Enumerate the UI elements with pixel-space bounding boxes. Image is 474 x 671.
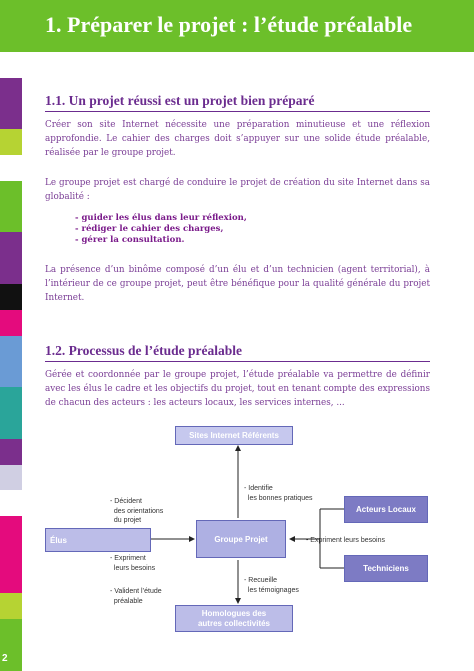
section-2-para-1: Gérée et coordonnée par le groupe projet, l’étude préalable va permettre de définir avec les élus le cadre et les objectifs du projet, tout en tenant compte des expressions de chacun des acteurs : les acteurs locaux, les services internes, ...: [45, 370, 430, 408]
label-identifie: - Identifie les bonnes pratiques: [244, 485, 313, 502]
stripe: [0, 129, 22, 155]
stripe: [0, 104, 22, 130]
stripe: [0, 413, 22, 439]
page-header: [0, 0, 474, 52]
elus-label: Élus: [50, 535, 67, 545]
stripe: [0, 336, 22, 362]
stripe: [0, 516, 22, 542]
stripe: [0, 52, 22, 78]
section-1-para-2: Le groupe projet est chargé de conduire le projet de création du site Internet dans sa globalité :: [45, 178, 430, 202]
section-1-rule: [45, 111, 430, 112]
list-item: - gérer la consultation.: [75, 235, 185, 245]
list-item: - rédiger le cahier des charges,: [75, 224, 224, 234]
acteurs-locaux-box: [344, 496, 428, 523]
page-title: 1. Préparer le projet : l’étude préalable: [45, 12, 413, 37]
stripe: [0, 568, 22, 594]
list-item: - guider les élus dans leur réflexion,: [75, 213, 247, 223]
stripe: [0, 593, 22, 619]
stripe: [0, 465, 22, 491]
label-decident: - Décident des orientations du projet: [110, 498, 164, 524]
stripe: [0, 361, 22, 387]
stripe: [0, 284, 22, 310]
label-valident: - Valident l’étude préalable: [110, 588, 162, 605]
section-1-para-3: La présence d’un binôme composé d’un élu et d’un technicien (agent territorial), à l’intérieur de ce groupe projet, peut être bénéfique pour la qualité générale du projet Internet.: [45, 265, 430, 303]
stripe: [0, 78, 22, 104]
label-expriment-elus: - Expriment leurs besoins: [110, 555, 156, 572]
label-recueille: - Recueille les témoignages: [244, 577, 299, 594]
acteurs-locaux-label: Acteurs Locaux: [355, 505, 417, 514]
stripe: [0, 181, 22, 207]
homologues-box: [175, 605, 293, 632]
stripe: [0, 387, 22, 413]
stripe: [0, 542, 22, 568]
elus-box: [45, 528, 151, 552]
stripe: [0, 232, 22, 258]
stripe: [0, 619, 22, 645]
stripe: [0, 207, 22, 233]
stripe: [0, 155, 22, 181]
color-stripes: [0, 52, 22, 671]
stripe: [0, 490, 22, 516]
section-1-para-1: Créer son site Internet nécessite une préparation minutieuse et une réflexion approfondie. Le cahier des charges doit s’appuyer sur une solide étude préalable, réalisée par le groupe projet.: [45, 120, 430, 158]
homologues-label: Homologues des autres collectivités: [197, 609, 271, 628]
techniciens-box: [344, 555, 428, 582]
sites-referents-box: [175, 426, 293, 445]
section-1-bullets: [75, 213, 247, 246]
section-1-title: 1.1. Un projet réussi est un projet bien préparé: [45, 93, 315, 108]
techniciens-label: Techniciens: [363, 564, 409, 573]
stripe: [0, 439, 22, 465]
sites-referents-label: Sites Internet Référents: [189, 431, 279, 440]
groupe-projet-label: Groupe Projet: [214, 534, 268, 544]
stripe: [0, 310, 22, 336]
section-2-title: 1.2. Processus de l’étude préalable: [45, 343, 242, 358]
section-2-rule: [45, 361, 430, 362]
groupe-projet-box: [196, 520, 286, 558]
label-expriment-right: - Expriment leurs besoins: [306, 537, 385, 544]
page-number: 2: [2, 653, 8, 664]
stripe: [0, 258, 22, 284]
